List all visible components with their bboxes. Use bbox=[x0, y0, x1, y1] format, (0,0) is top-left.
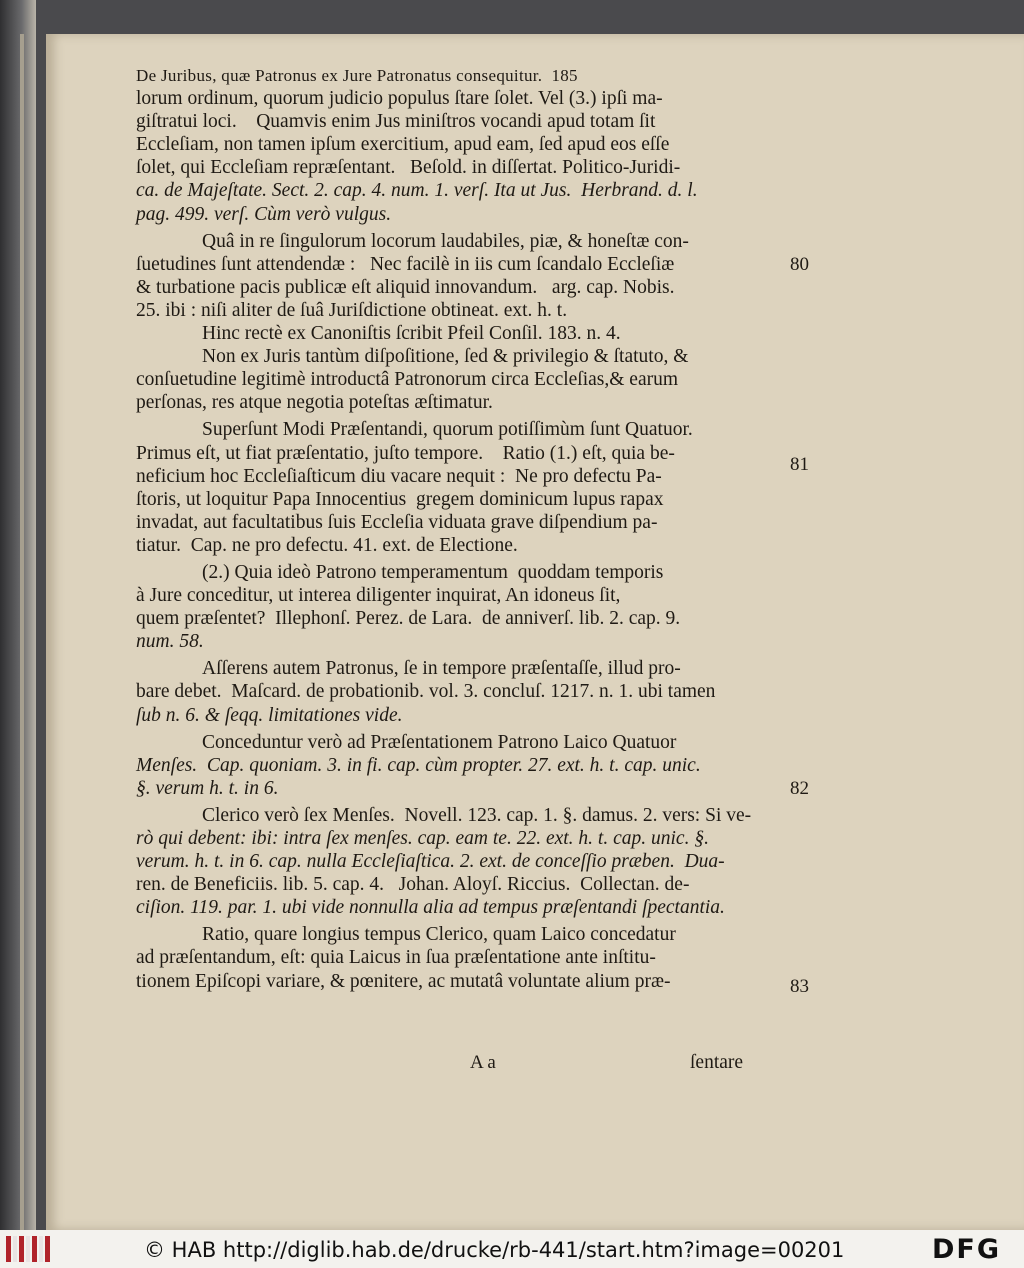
gutter bbox=[20, 34, 24, 1230]
text-line: ren. de Beneficiis. lib. 5. cap. 4. Johan. Aloyſ. Riccius. Collectan. de- bbox=[136, 874, 690, 896]
text-line: tiatur. Cap. ne pro defectu. 41. ext. de Electione. bbox=[136, 534, 518, 556]
dfg-logo: DFG bbox=[932, 1234, 1002, 1265]
running-head bbox=[136, 64, 796, 87]
text-line: ſolet, qui Eccleſiam repræſentant. Beſold. in diſſertat. Politico-Juridi- bbox=[136, 157, 681, 179]
copyright-link[interactable]: © HAB http://diglib.hab.de/drucke/rb-441/start.htm?image=00201 bbox=[144, 1238, 845, 1262]
text-line: à Jure conceditur, ut interea diligenter inquirat, An idoneus ſit, bbox=[136, 585, 621, 607]
text-line: Conceduntur verò ad Præſentationem Patrono Laico Quatuor bbox=[202, 731, 677, 753]
text-line: conſuetudine legitimè introductâ Patronorum circa Eccleſias,& earum bbox=[136, 369, 679, 391]
text-line: Ratio, quare longius tempus Clerico, quam Laico concedatur bbox=[202, 924, 676, 946]
text-line: Hinc rectè ex Canoniſtis ſcribit Pfeil Conſil. 183. n. 4. bbox=[202, 323, 621, 345]
text-line: Superſunt Modi Præſentandi, quorum potiſſimùm ſunt Quatuor. bbox=[202, 419, 693, 441]
text-line: num. 58. bbox=[136, 631, 204, 653]
margin-number: 80 bbox=[790, 254, 809, 275]
text-line: §. verum h. t. in 6. bbox=[136, 777, 279, 799]
text-line: quem præſentet? Illephonſ. Perez. de Lara. de anniverſ. lib. 2. cap. 9. bbox=[136, 608, 681, 630]
signature-mark: A a bbox=[470, 1052, 496, 1073]
text-line: pag. 499. verſ. Cùm verò vulgus. bbox=[136, 203, 392, 225]
text-line: bare debet. Maſcard. de probationib. vol. 3. concluſ. 1217. n. 1. ubi tamen bbox=[136, 681, 716, 703]
text-line: tionem Epiſcopi variare, & pœnitere, ac mutatâ voluntate alium præ- bbox=[136, 970, 671, 992]
scan-edge bbox=[0, 0, 36, 1230]
page-number: 185 bbox=[551, 66, 578, 85]
text-line: ciſion. 119. par. 1. ubi vide nonnulla alia ad tempus præſentandi ſpectantia. bbox=[136, 897, 725, 919]
text-line: Non ex Juris tantùm diſpoſitione, ſed & privilegio & ſtatuto, & bbox=[202, 346, 689, 368]
text-line: Clerico verò ſex Menſes. Novell. 123. cap. 1. §. damus. 2. vers: Si ve- bbox=[202, 804, 752, 826]
text-line: ſtoris, ut loquitur Papa Innocentius gregem dominicum lupus rapax bbox=[136, 488, 664, 510]
text-line: ſuetudines ſunt attendendæ : Nec facilè in iis cum ſcandalo Eccleſiæ bbox=[136, 253, 675, 275]
text-line: (2.) Quia ideò Patrono temperamentum quoddam temporis bbox=[202, 561, 664, 583]
text-line: Eccleſiam, non tamen ipſum exercitium, apud eam, ſed apud eos eſſe bbox=[136, 134, 670, 156]
text-line: neficium hoc Eccleſiaſticum diu vacare nequit : Ne pro defectu Pa- bbox=[136, 465, 662, 487]
margin-number: 83 bbox=[790, 976, 809, 997]
text-line: ad præſentandum, eſt: quia Laicus in ſua præſentatione ante inſtitu- bbox=[136, 947, 656, 969]
margin-number: 81 bbox=[790, 454, 809, 475]
text-line: verum. h. t. in 6. cap. nulla Eccleſiaſtica. 2. ext. de conceſſio præben. Dua- bbox=[136, 851, 725, 873]
text-line: ſub n. 6. & ſeqq. limitationes vide. bbox=[136, 704, 403, 726]
text-line: 25. ibi : niſi aliter de ſuâ Juriſdictione obtineat. ext. h. t. bbox=[136, 299, 568, 321]
margin-number: 82 bbox=[790, 778, 809, 799]
text-line: rò qui debent: ibi: intra ſex menſes. cap. eam te. 22. ext. h. t. cap. unic. §. bbox=[136, 828, 709, 849]
text-line: Quâ in re ſingulorum locorum laudabiles, piæ, & honeſtæ con- bbox=[202, 230, 689, 252]
text-line: Aſſerens autem Patronus, ſe in tempore præſentaſſe, illud pro- bbox=[202, 658, 681, 680]
catchword: ſentare bbox=[690, 1052, 744, 1073]
text-line: Primus eſt, ut fiat præſentatio, juſto tempore. Ratio (1.) eſt, quia be- bbox=[136, 442, 675, 464]
text-line: Menſes. Cap. quoniam. 3. in fi. cap. cùm propter. 27. ext. h. t. cap. unic. bbox=[136, 754, 701, 776]
text-line: perſonas, res atque negotia poteſtas æſtimatur. bbox=[136, 392, 493, 414]
text-line: giſtratui loci. Quamvis enim Jus miniſtros vocandi apud totam ſit bbox=[136, 111, 656, 133]
text-line: invadat, aut facultatibus ſuis Eccleſia viduata grave diſpendium pa- bbox=[136, 511, 658, 533]
page-text bbox=[136, 64, 796, 993]
hab-logo-icon bbox=[6, 1236, 50, 1262]
text-line: & turbatione pacis publicæ eſt aliquid innovandum. arg. cap. Nobis. bbox=[136, 276, 675, 298]
text-line: ca. de Majeſtate. Sect. 2. cap. 4. num. 1. verſ. Ita ut Jus. Herbrand. d. l. bbox=[136, 180, 698, 202]
text-line: lorum ordinum, quorum judicio populus ſtare ſolet. Vel (3.) ipſi ma- bbox=[136, 88, 663, 110]
running-head-text: De Juribus, quæ Patronus ex Jure Patronatus consequitur. bbox=[136, 66, 543, 85]
